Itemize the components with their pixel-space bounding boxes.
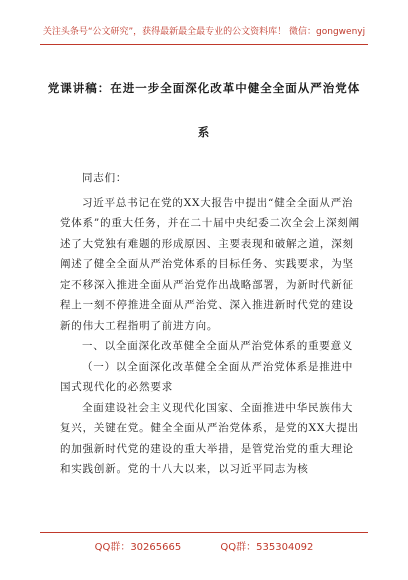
greeting: 同志们： xyxy=(82,172,128,184)
header-divider xyxy=(40,44,368,45)
footer-qq-group-1: QQ群：30265665 xyxy=(94,542,182,553)
paragraph-body: 全面建设社会主义现代化国家、全面推进中华民族伟大复兴，关键在党。健全全面从严治党体系，是党的XX大提出的加强新时代党的建设的重大举措，是管党治党的重大理论和实践创新。党的十八大以来，以习近平同志为核 xyxy=(60,401,360,475)
footer-divider xyxy=(40,532,368,533)
footer-contacts xyxy=(0,538,408,553)
document-title-line1: 党课讲稿：在进一步全面深化改革中健全全面从严治党体 xyxy=(47,81,361,95)
header-notice: 关注头条号“公文研究”，获得最新最全最专业的公文资料库！ 微信：gongwenyj xyxy=(42,27,366,37)
subsection-heading-1: （一）以全面深化改革健全全面从严治党体系是推进中国式现代化的必然要求 xyxy=(60,360,354,393)
document-title-line2: 系 xyxy=(197,125,211,139)
paragraph-intro: 习近平总书记在党的XX大报告中提出“健全全面从严治党体系”的重大任务，并在二十届中央纪委二次全会上深刻阐述了大党独有难题的形成原因、主要表现和破解之道，深刻阐述了健全全面从严治党体系的目标任务、实践要求，为坚定不移深入推进全面从严治党作出战略部署，为新时代新征程上一刻不停推进全面从严治党、深入推进新时代党的建设新的伟大工程指明了前进方向。 xyxy=(60,196,360,332)
section-heading-1: 一、以全面深化改革健全全面从严治党体系的重要意义 xyxy=(82,340,354,352)
document-body xyxy=(60,168,360,480)
footer-qq-group-2: QQ群：535304092 xyxy=(220,542,314,553)
